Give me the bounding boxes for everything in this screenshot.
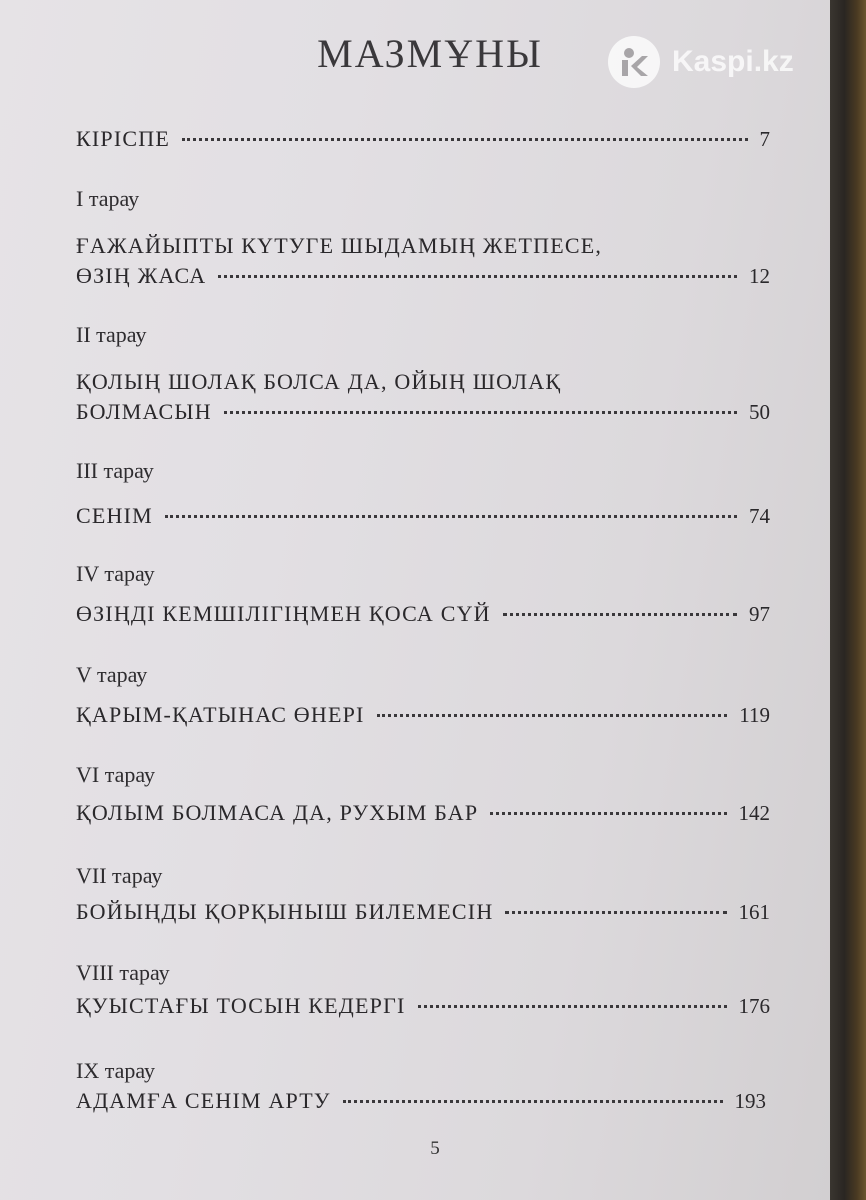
dot-leader <box>377 714 728 717</box>
watermark-text: Kaspi.kz <box>672 45 794 78</box>
dot-leader <box>490 812 726 815</box>
toc-page-number: 161 <box>738 900 770 924</box>
toc-page-number: 193 <box>734 1089 766 1113</box>
toc-entry <box>76 800 770 826</box>
dot-leader <box>218 275 737 278</box>
toc-page-number: 176 <box>738 994 770 1018</box>
toc-entry-title: БОЛМАСЫН <box>76 399 212 424</box>
toc-entry <box>76 263 770 289</box>
chapter-label: V тарау <box>76 662 148 687</box>
chapter-label: VII тарау <box>76 863 163 888</box>
chapter-label: II тарау <box>76 322 147 347</box>
dot-leader <box>165 515 737 518</box>
toc-entry-title-line1: ҒАЖАЙЫПТЫ КҮТУГЕ ШЫДАМЫҢ ЖЕТПЕСЕ, <box>76 233 603 258</box>
toc-entry-intro <box>76 126 770 152</box>
toc-entry <box>76 399 770 425</box>
toc-page-number: 74 <box>749 504 770 528</box>
kaspi-logo-icon <box>608 36 660 88</box>
kaspi-watermark <box>608 36 794 88</box>
toc-page-number: 7 <box>759 127 770 151</box>
page-title: МАЗМҰНЫ <box>317 31 543 76</box>
toc-entry <box>76 503 770 529</box>
dot-leader <box>418 1005 727 1008</box>
toc-entry <box>76 702 770 728</box>
chapter-label: IX тарау <box>76 1058 156 1083</box>
dot-leader <box>182 138 748 141</box>
toc-entry <box>76 899 770 925</box>
dot-leader <box>503 613 737 616</box>
toc-entry-title-line1: ҚОЛЫҢ ШОЛАҚ БОЛСА ДА, ОЙЫҢ ШОЛАҚ <box>76 369 562 394</box>
toc-entry-title: ҚАРЫМ-ҚАТЫНАС ӨНЕРІ <box>76 702 365 727</box>
chapter-label: IV тарау <box>76 561 155 586</box>
toc-page-number: 50 <box>749 400 770 424</box>
toc-page-number: 142 <box>738 801 770 825</box>
chapter-label: VI тарау <box>76 762 156 787</box>
toc-entry-title: ӨЗІҢ ЖАСА <box>76 263 207 288</box>
dot-leader <box>224 411 737 414</box>
toc-page-number: 119 <box>739 703 770 727</box>
book-edge-background <box>830 0 866 1200</box>
toc-entry-title: БОЙЫҢДЫ ҚОРҚЫНЫШ БИЛЕМЕСІН <box>76 899 494 924</box>
toc-entry-title: СЕНІМ <box>76 503 153 528</box>
toc-entry-title: КІРІСПЕ <box>76 126 170 151</box>
toc-entry <box>76 601 770 627</box>
toc-page-number: 12 <box>749 264 770 288</box>
toc-entry-title: ҚОЛЫМ БОЛМАСА ДА, РУХЫМ БАР <box>76 800 479 825</box>
toc-entry-title: ӨЗІҢДІ КЕМШІЛІГІҢМЕН ҚОСА СҮЙ <box>76 601 491 626</box>
toc-entry <box>76 993 770 1019</box>
chapter-label: I тарау <box>76 186 140 211</box>
toc-page-number: 97 <box>749 602 770 626</box>
dot-leader <box>505 911 726 914</box>
toc-entry-title: АДАМҒА СЕНІМ АРТУ <box>76 1088 331 1113</box>
chapter-label: III тарау <box>76 458 154 483</box>
toc-entry-title: ҚУЫСТАҒЫ ТОСЫН КЕДЕРГІ <box>76 993 406 1018</box>
dot-leader <box>343 1100 723 1103</box>
chapter-label: VIII тарау <box>76 960 170 985</box>
page-number: 5 <box>430 1138 440 1159</box>
toc-entry <box>76 1088 766 1114</box>
